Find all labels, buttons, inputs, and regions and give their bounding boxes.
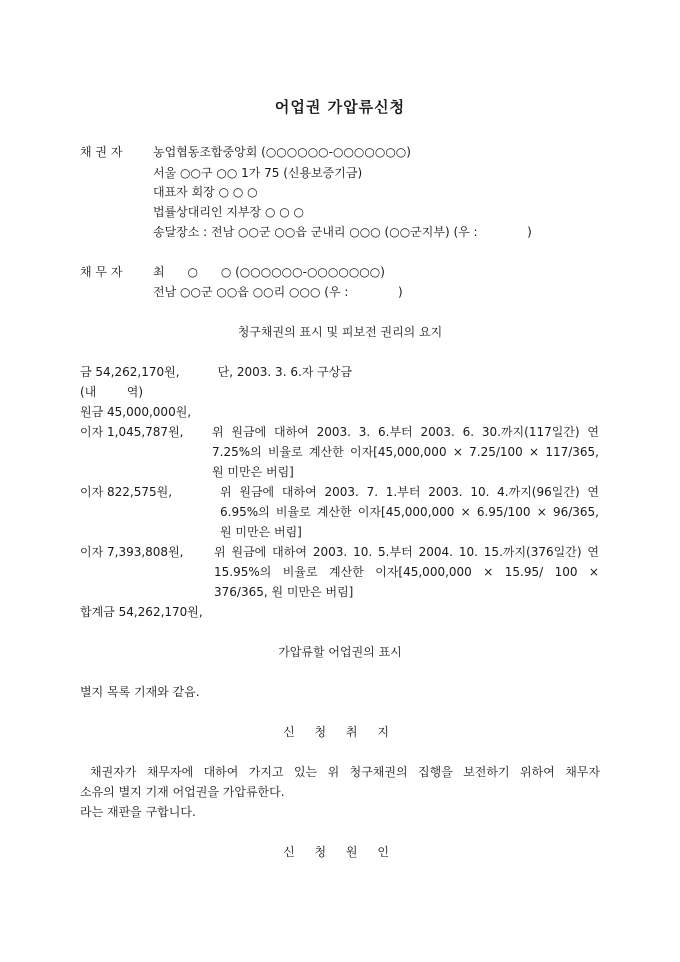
purpose-line-1: 채권자가 채무자에 대하여 가지고 있는 위 청구채권의 집행을 보전하기 위하여 채무자 [90, 765, 600, 779]
reason-heading: 신 청 원 인 [283, 845, 397, 859]
creditor-representative: 대표자 회장 ○ ○ ○ [153, 185, 258, 199]
seizure-text: 별지 목록 기재와 같음. [80, 685, 200, 699]
seizure-heading: 가압류할 어업권의 표시 [278, 645, 402, 659]
debtor-address: 전남 ○○군 ○○읍 ○○리 ○○○ (우 : ) [153, 285, 403, 299]
creditor-agent: 법률상대리인 지부장 ○ ○ ○ [153, 205, 304, 219]
creditor-label: 채 권 자 [80, 145, 123, 159]
purpose-line-3: 라는 재판을 구합니다. [80, 805, 196, 819]
debtor-name: 최 ○ ○ (○○○○○○-○○○○○○○) [153, 265, 385, 279]
interest-1-label: 이자 1,045,787원, [80, 425, 184, 439]
interest-2-line-3: 원 미만은 버림] [220, 525, 302, 539]
creditor-service-address: 송달장소 : 전남 ○○군 ○○읍 군내리 ○○○ (○○군지부) (우 : ) [153, 225, 532, 239]
claim-heading: 청구채권의 표시 및 피보전 권리의 요지 [237, 325, 443, 339]
interest-2-line-1: 위 원금에 대하여 2003. 7. 1.부터 2003. 10. 4.까지(96일간) 연 [220, 485, 599, 499]
total-line: 합계금 54,262,170원, [80, 605, 203, 619]
claim-amount-line: 금 54,262,170원, 단, 2003. 3. 6.자 구상금 [80, 365, 352, 379]
debtor-label: 채 무 자 [80, 265, 123, 279]
interest-1-line-1: 위 원금에 대하여 2003. 3. 6.부터 2003. 6. 30.까지(117일간) 연 [212, 425, 599, 439]
creditor-name: 농업협동조합중앙회 (○○○○○○-○○○○○○○) [153, 145, 411, 159]
creditor-address: 서울 ○○구 ○○ 1가 75 (신용보증기금) [153, 166, 363, 180]
document-title: 어업권 가압류신청 [274, 98, 406, 116]
interest-3-label: 이자 7,393,808원, [80, 545, 184, 559]
interest-1-line-3: 원 미만은 버림] [212, 465, 294, 479]
interest-2-label: 이자 822,575원, [80, 485, 173, 499]
interest-3-line-3: 376/365, 원 미만은 버림] [214, 585, 354, 599]
principal-line: 원금 45,000,000원, [80, 405, 192, 419]
interest-3-line-1: 위 원금에 대하여 2003. 10. 5.부터 2004. 10. 15.까지(376일간) 연 [214, 545, 599, 559]
interest-3-line-2: 15.95%의 비율로 계산한 이자[45,000,000 × 15.95/ 100 × [214, 565, 599, 579]
purpose-heading: 신 청 취 지 [283, 725, 397, 739]
interest-1-line-2: 7.25%의 비율로 계산한 이자[45,000,000 × 7.25/100 × 117/365, [212, 445, 599, 459]
breakdown-label: (내 역) [80, 385, 144, 399]
purpose-line-2: 소유의 별지 기재 어업권을 가압류한다. [80, 785, 285, 799]
interest-2-line-2: 6.95%의 비율로 계산한 이자[45,000,000 × 6.95/100 × 96/365, [220, 505, 599, 519]
